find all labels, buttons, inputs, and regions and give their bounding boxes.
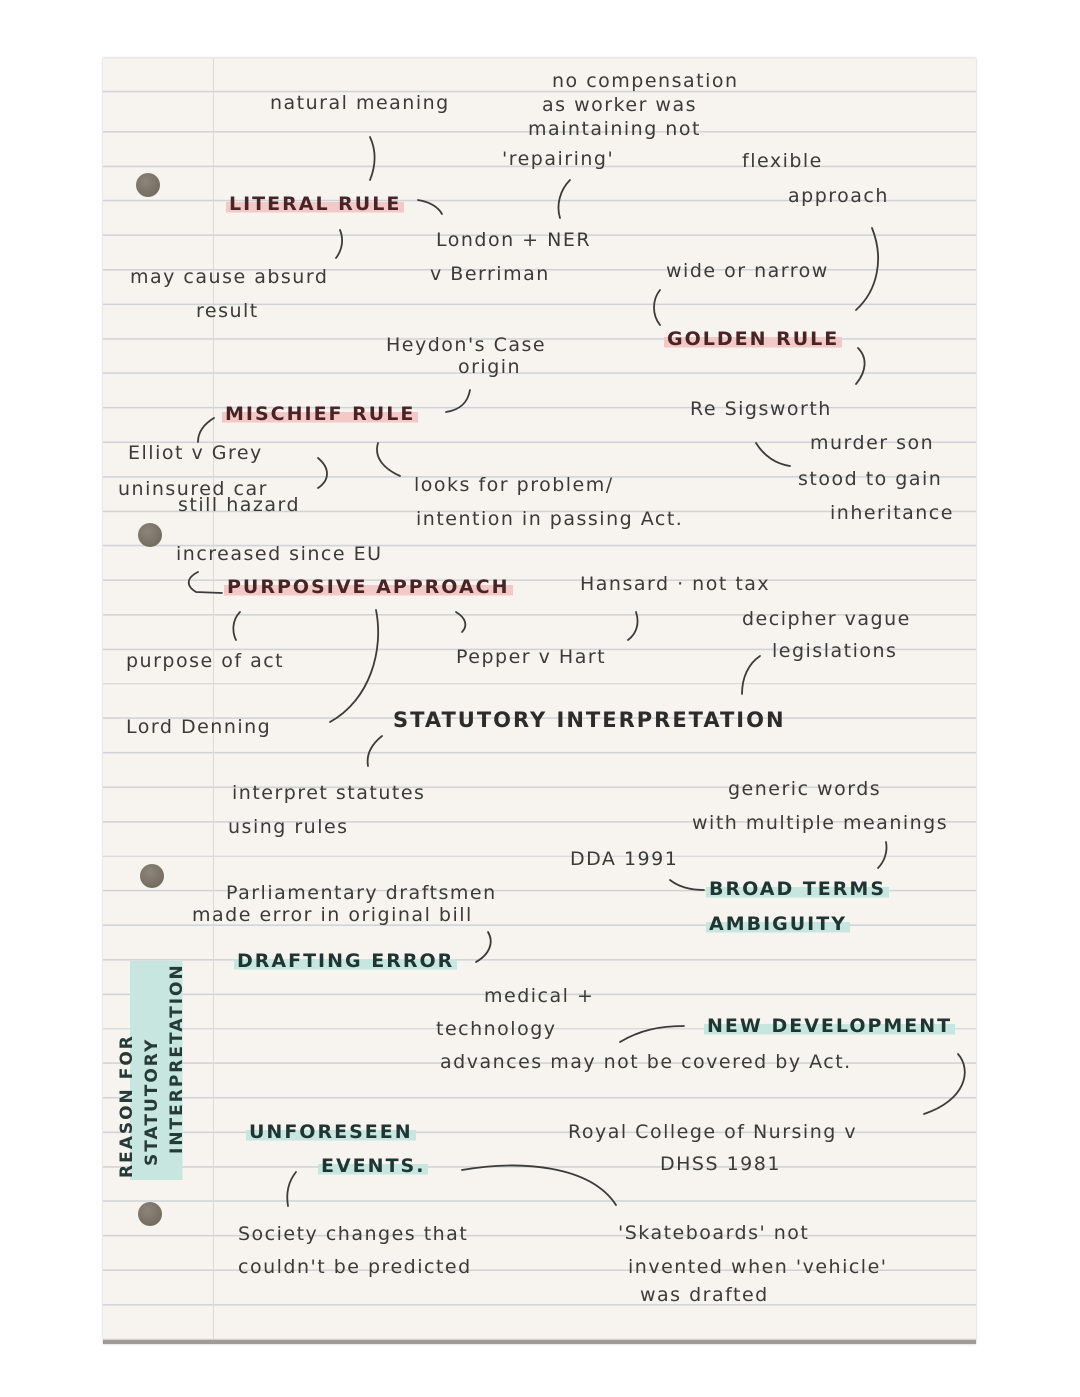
mischief-looks-note: looks for problem/: [414, 474, 614, 496]
heading-unforeseen: UNFORESEEN: [246, 1123, 416, 1142]
reason-case-name: DHSS 1981: [660, 1153, 781, 1175]
page-title: STATUTORY INTERPRETATION: [393, 708, 786, 732]
punch-hole: [136, 173, 160, 197]
heading-purposive-approach: PURPOSIVE APPROACH: [224, 578, 513, 597]
literal-compensation-note: as worker was: [542, 94, 698, 116]
mischief-looks-note: intention in passing Act.: [416, 508, 684, 530]
purposive-denning-note: Lord Denning: [126, 716, 272, 738]
golden-flexible-note: flexible: [742, 150, 823, 172]
heading-literal-rule: LITERAL RULE: [226, 195, 404, 214]
reason-skateboard-note: was drafted: [640, 1284, 769, 1306]
mischief-heydon-note: origin: [458, 356, 522, 378]
reason-advances-note: advances may not be covered by Act.: [440, 1051, 852, 1073]
golden-case-note: murder son: [810, 432, 935, 454]
mischief-case-note: still hazard: [178, 494, 301, 516]
side-heading-reasons: [115, 961, 190, 1180]
punch-hole: [138, 1202, 162, 1226]
purposive-case-name: Pepper v Hart: [456, 646, 607, 668]
heading-unforeseen-events: EVENTS.: [318, 1157, 428, 1176]
reason-dda-note: DDA 1991: [570, 848, 679, 870]
mischief-case-note: uninsured car: [118, 478, 268, 500]
centre-interpret-note: using rules: [228, 816, 349, 838]
heading-golden-rule: GOLDEN RULE: [664, 330, 842, 349]
reason-skateboard-note: invented when 'vehicle': [628, 1256, 888, 1278]
heading-drafting-error: DRAFTING ERROR: [234, 952, 457, 971]
side-heading-line: REASON FOR: [117, 1034, 137, 1178]
purposive-hansard-note: Hansard · not tax: [580, 573, 771, 595]
literal-absurd-note: may cause absurd: [130, 266, 329, 288]
side-heading-line: STATUTORY: [142, 1037, 162, 1166]
side-heading-line: INTERPRETATION: [167, 963, 187, 1154]
reason-medical-note: technology: [436, 1018, 557, 1040]
reason-skateboard-note: 'Skateboards' not: [618, 1222, 810, 1244]
reason-society-note: couldn't be predicted: [238, 1256, 472, 1278]
literal-natural-meaning: natural meaning: [270, 92, 450, 114]
golden-flexible-note: approach: [788, 185, 889, 207]
golden-case-note: inheritance: [830, 502, 954, 524]
margin-line: [213, 58, 214, 1340]
reason-medical-note: medical +: [484, 985, 595, 1007]
punch-hole: [138, 523, 162, 547]
purposive-since-eu: increased since EU: [176, 543, 383, 565]
literal-case-name: London + NER: [436, 229, 592, 251]
punch-hole: [140, 864, 164, 888]
reason-society-note: Society changes that: [238, 1223, 469, 1245]
mischief-heydon-note: Heydon's Case: [386, 334, 547, 356]
mischief-case-name: Elliot v Grey: [128, 442, 263, 464]
centre-generic-note: with multiple meanings: [692, 812, 949, 834]
literal-case-name: v Berriman: [430, 263, 550, 285]
literal-compensation-note: no compensation: [552, 70, 739, 92]
purposive-decipher-note: decipher vague: [742, 608, 911, 630]
purposive-decipher-note: legislations: [772, 640, 898, 662]
centre-generic-note: generic words: [728, 778, 882, 800]
purposive-purpose-note: purpose of act: [126, 650, 285, 672]
golden-case-note: stood to gain: [798, 468, 943, 490]
centre-interpret-note: interpret statutes: [232, 782, 426, 804]
reason-case-name: Royal College of Nursing v: [568, 1121, 858, 1143]
heading-ambiguity: AMBIGUITY: [706, 915, 850, 934]
heading-broad-terms: BROAD TERMS: [706, 880, 889, 899]
reason-draftsmen-note: Parliamentary draftsmen: [226, 882, 497, 904]
golden-case-name: Re Sigsworth: [690, 398, 832, 420]
heading-mischief-rule: MISCHIEF RULE: [222, 405, 418, 424]
reason-draftsmen-note: made error in original bill: [192, 904, 473, 926]
literal-compensation-note: 'repairing': [502, 148, 615, 170]
heading-new-development: NEW DEVELOPMENT: [704, 1017, 955, 1036]
literal-compensation-note: maintaining not: [528, 118, 701, 140]
literal-absurd-note: result: [196, 300, 259, 322]
golden-wide-narrow: wide or narrow: [666, 260, 829, 282]
